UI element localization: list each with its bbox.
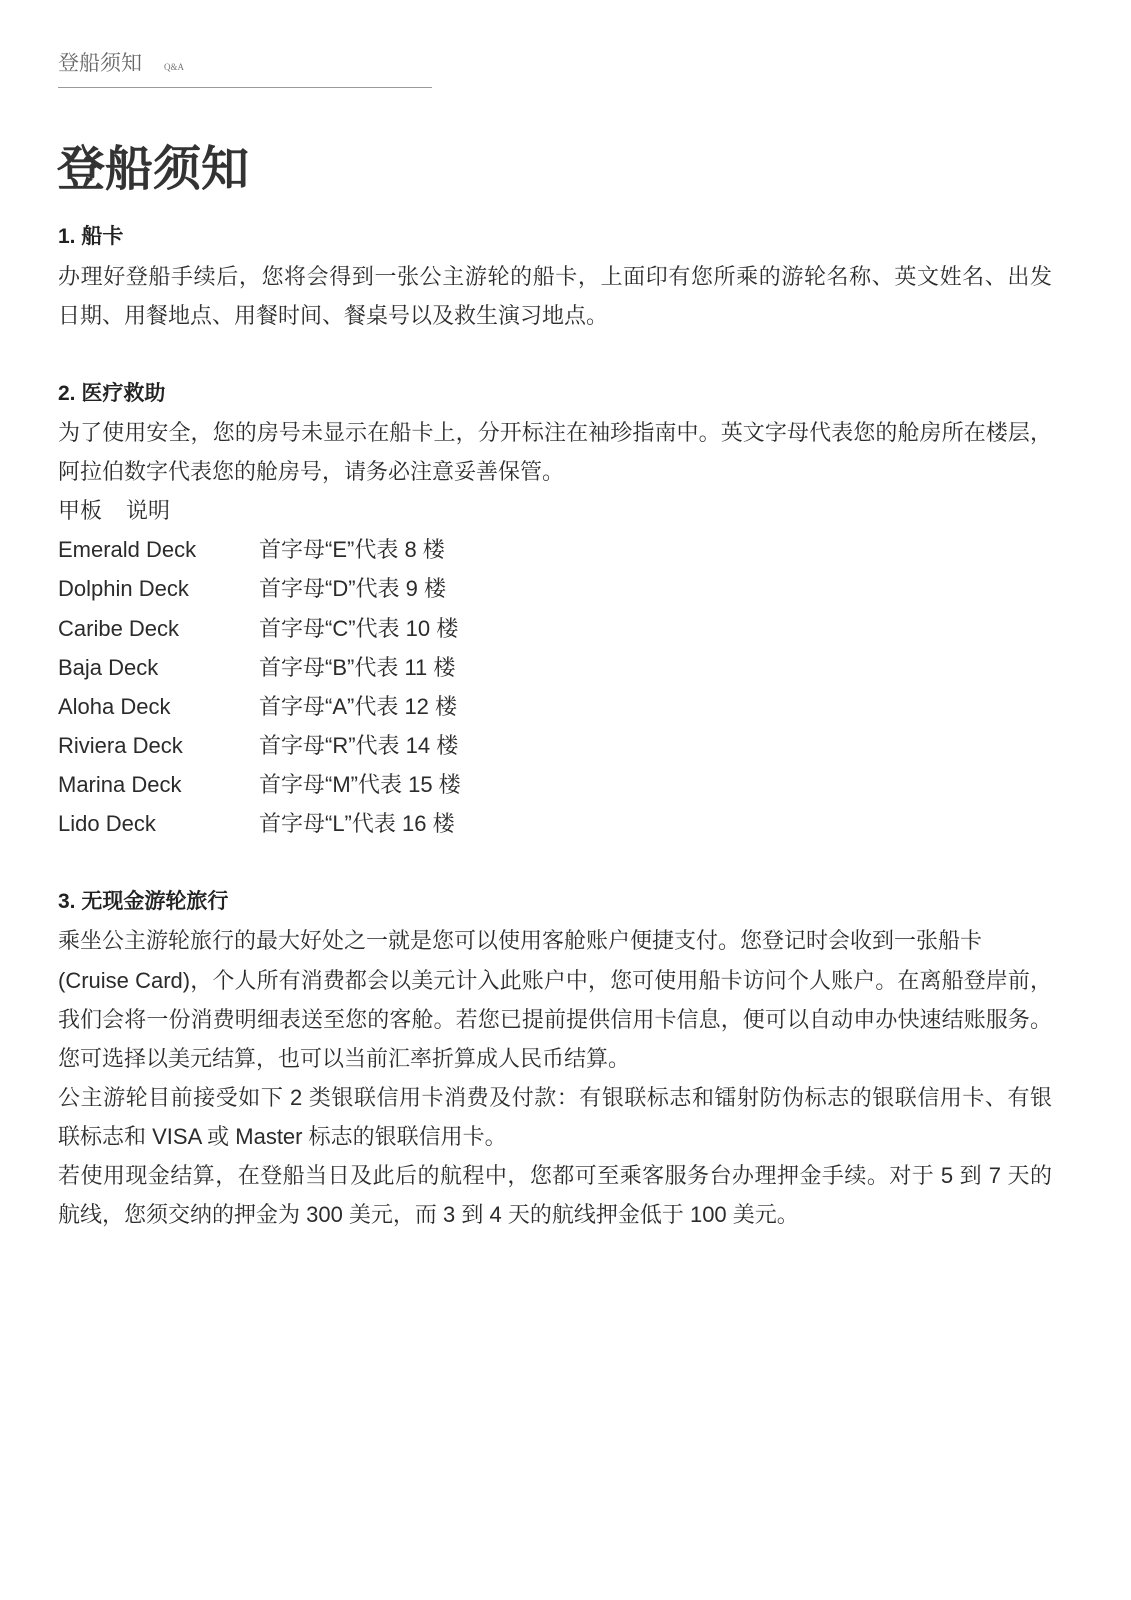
deck-table-row xyxy=(58,765,1052,804)
paragraph-line: 办理好登船手续后，您将会得到一张公主游轮的船卡，上面印有您所乘的游轮名称、英文姓名、出发 xyxy=(58,263,1052,289)
running-header xyxy=(58,49,184,79)
deck-description: 首字母“M”代表 15 楼 xyxy=(259,771,461,797)
deck-name: Riviera Deck xyxy=(58,732,183,758)
deck-table-row xyxy=(58,726,1052,765)
header-divider xyxy=(58,87,432,88)
running-header-title: 登船须知 xyxy=(58,52,142,75)
paragraph xyxy=(58,1078,1052,1156)
section-boarding-card xyxy=(58,217,1052,334)
paragraph-line: (Cruise Card)，个人所有消费都会以美元计入此账户中，您可使用船卡访问个人账户。在离船登岸前， xyxy=(58,967,1052,993)
deck-description: 首字母“D”代表 9 楼 xyxy=(259,576,447,602)
paragraph-line: 联标志和 VISA 或 Master 标志的银联信用卡。 xyxy=(58,1123,507,1149)
deck-table-row xyxy=(58,804,1052,843)
deck-description: 首字母“C”代表 10 楼 xyxy=(259,615,459,641)
running-header-tag: Q&A xyxy=(164,62,184,72)
deck-name: Dolphin Deck xyxy=(58,576,189,602)
deck-table-row xyxy=(58,609,1052,648)
deck-name: Caribe Deck xyxy=(58,615,180,641)
deck-description: 首字母“E”代表 8 楼 xyxy=(259,537,445,563)
section-cashless-cruising xyxy=(58,882,1052,1234)
deck-name: Emerald Deck xyxy=(58,537,197,563)
paragraph-line: 乘坐公主游轮旅行的最大好处之一就是您可以使用客舱账户便捷支付。您登记时会收到一张船卡 xyxy=(58,928,983,954)
paragraph-line: 阿拉伯数字代表您的舱房号，请务必注意妥善保管。 xyxy=(58,459,565,485)
section-medical-assistance xyxy=(58,374,1052,843)
deck-table-header-description: 说明 xyxy=(126,498,171,524)
paragraph-line: 公主游轮目前接受如下 2 类银联信用卡消费及付款：有银联标志和镭射防伪标志的银联信用卡、有银 xyxy=(58,1084,1052,1110)
deck-table-header-deck: 甲板 xyxy=(58,498,103,524)
paragraph-line: 航线，您须交纳的押金为 300 美元，而 3 到 4 天的航线押金低于 100 美元。 xyxy=(58,1202,799,1228)
paragraph-line: 若使用现金结算，在登船当日及此后的航程中，您都可至乘客服务台办理押金手续。对于 5 到 7 天的 xyxy=(58,1163,1052,1189)
paragraph xyxy=(58,1156,1052,1234)
paragraph-line: 日期、用餐地点、用餐时间、餐桌号以及救生演习地点。 xyxy=(58,302,609,328)
deck-description: 首字母“A”代表 12 楼 xyxy=(259,693,458,719)
paragraph-line: 您可选择以美元结算，也可以当前汇率折算成人民币结算。 xyxy=(58,1045,631,1071)
deck-table-row xyxy=(58,530,1052,569)
section-heading: 2. 医疗救助 xyxy=(58,381,166,405)
section-heading: 3. 无现金游轮旅行 xyxy=(58,890,229,914)
deck-table-row xyxy=(58,569,1052,608)
section-heading: 1. 船卡 xyxy=(58,225,124,249)
deck-description: 首字母“B”代表 11 楼 xyxy=(259,654,456,680)
paragraph xyxy=(58,921,1052,1077)
deck-description: 首字母“R”代表 14 楼 xyxy=(259,732,459,758)
deck-name: Marina Deck xyxy=(58,771,182,797)
deck-table xyxy=(58,491,1052,843)
paragraph xyxy=(58,257,1052,335)
paragraph xyxy=(58,413,1052,491)
paragraph-line: 为了使用安全，您的房号未显示在船卡上，分开标注在袖珍指南中。英文字母代表您的舱房所在楼层， xyxy=(58,419,1052,445)
deck-name: Lido Deck xyxy=(58,811,156,837)
deck-table-row xyxy=(58,648,1052,687)
document-body xyxy=(58,217,1052,1234)
deck-description: 首字母“L”代表 16 楼 xyxy=(259,811,455,837)
paragraph-line: 我们会将一份消费明细表送至您的客舱。若您已提前提供信用卡信息，便可以自动申办快速结账服务。 xyxy=(58,1006,1052,1032)
page-title: 登船须知 xyxy=(57,143,250,196)
deck-table-header xyxy=(58,491,1052,530)
deck-name: Aloha Deck xyxy=(58,693,171,719)
deck-name: Baja Deck xyxy=(58,654,159,680)
deck-table-row xyxy=(58,687,1052,726)
